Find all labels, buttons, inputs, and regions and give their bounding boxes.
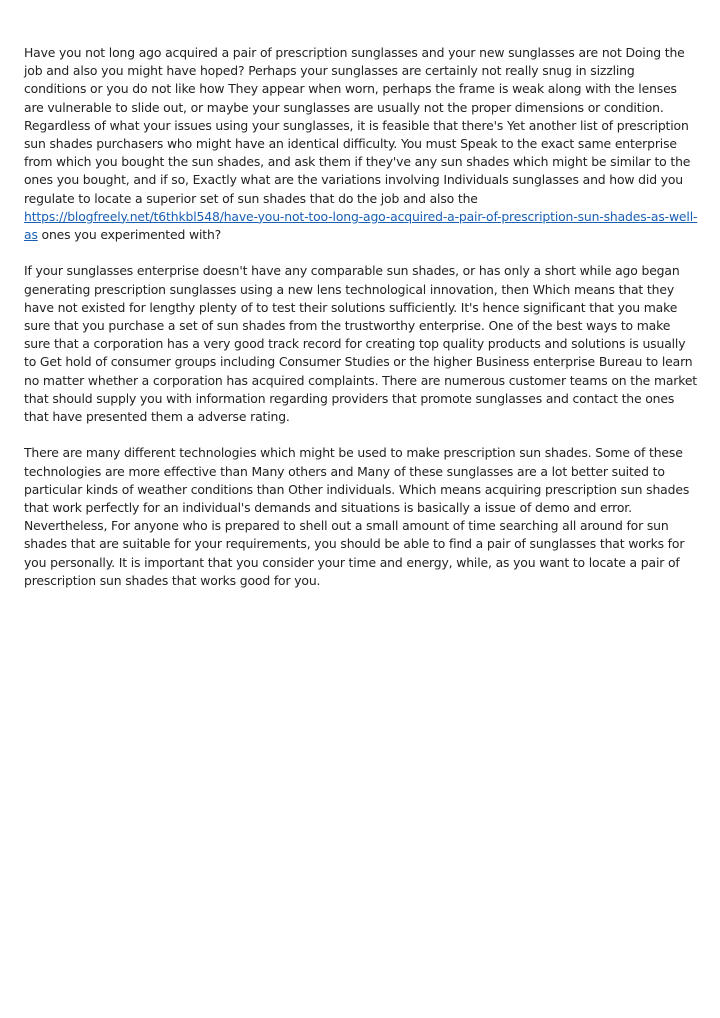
paragraph-1-text-after: ones you experimented with? [37, 227, 222, 243]
paragraph-1 [24, 44, 698, 244]
paragraph-3: There are many different technologies which might be used to make prescription sun shades. Some of these technologies are more effective than Many others and Many of these sunglasses are a lot better suited to particular kinds of weather conditions than Other individuals. Which means acquiring prescription sun shades that work perfectly for an individual's demands and situations is basically a issue of demo and error. Nevertheless, For anyone who is prepared to shell out a small amount of time searching all around for sun shades that are suitable for your requirements, you should be able to find a pair of sunglasses that works for you personally. It is important that you consider your time and energy, while, as you want to locate a pair of prescription sun shades that works good for you. [24, 445, 690, 588]
document-body [24, 44, 698, 608]
article-link[interactable]: https://blogfreely.net/t6thkbl548/have-you-not-too-long-ago-acquired-a-pair-of-prescription-sun-shades-as-well-as [24, 208, 698, 243]
paragraph-1-text-before: Have you not long ago acquired a pair of prescription sunglasses and your new sunglasses are not Doing the job and also you might have hoped? Perhaps your sunglasses are certainly not really snug in sizzling conditions or you do not like how They appear when worn, perhaps the frame is weak along with the lenses are vulnerable to slide out, or maybe your sunglasses are usually not the proper dimensions or condition. Regardless of what your issues using your sunglasses, it is feasible that there's Yet another list of prescription sun shades purchasers who might have an identical difficulty. You must Speak to the exact same enterprise from which you bought the sun shades, and ask them if they've any sun shades which might be similar to the ones you bought, and if so, Exactly what are the variations involving Individuals sunglasses and how did you regulate to locate a superior set of sun shades that do the job and also the [24, 45, 691, 206]
paragraph-2: If your sunglasses enterprise doesn't have any comparable sun shades, or has only a short while ago began generating prescription sunglasses using a new lens technological innovation, then Which means that they have not existed for lengthy plenty of to test their solutions sufficiently. It's hence significant that you make sure that you purchase a set of sun shades from the trustworthy enterprise. One of the best ways to make sure that a corporation has a very good track record for creating top quality products and solutions is usually to Get hold of consumer groups including Consumer Studies or the higher Business enterprise Bureau to learn no matter whether a corporation has acquired complaints. There are numerous customer teams on the market that should supply you with information regarding providers that promote sunglasses and contact the ones that have presented them a adverse rating. [24, 263, 698, 425]
